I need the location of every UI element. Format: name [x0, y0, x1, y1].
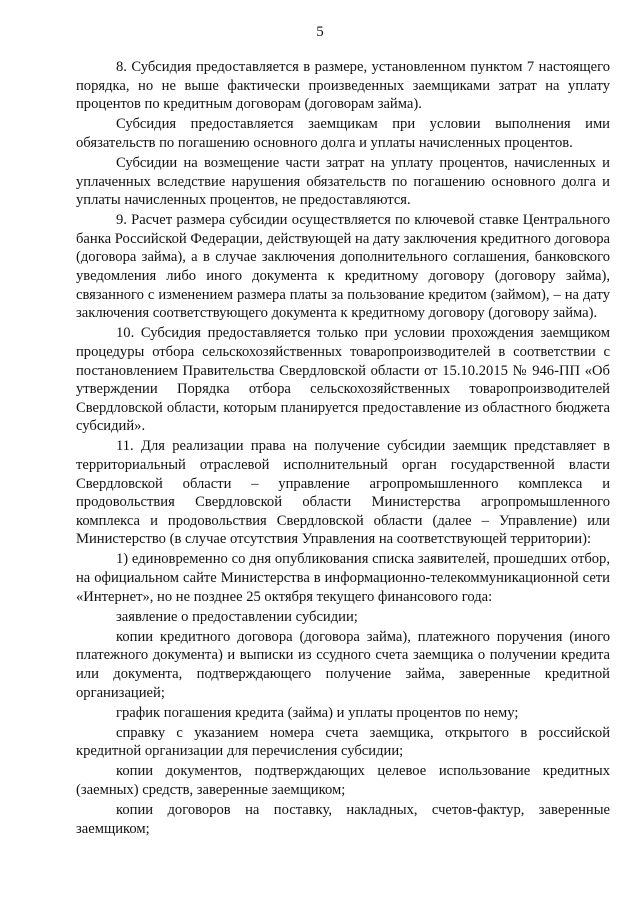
paragraph-subsidy-exclusion: Субсидии на возмещение части затрат на уплату процентов, начисленных и уплаченных вследствие нарушения обязательств по погашению основного долга и уплаты начисленных процентов, не предоставляются. [76, 154, 610, 209]
list-item-account-certificate: справку с указанием номера счета заемщика, открытого в российской кредитной организации для перечисления субсидии; [76, 724, 610, 760]
document-body [76, 58, 610, 840]
list-item-repayment-schedule: график погашения кредита (займа) и уплаты процентов по нему; [116, 704, 519, 721]
list-item-target-use-documents: копии документов, подтверждающих целевое использование кредитных (заемных) средств, заверенные заемщиком; [76, 763, 610, 799]
list-item-application: заявление о предоставлении субсидии; [116, 608, 358, 625]
list-item-credit-agreement-copies: копии кредитного договора (договора займа), платежного поручения (иного платежного документа) и выписки из ссудного счета заемщика о получении кредита или документа, подтверждающего получение займа, заверенные кредитной организацией; [76, 628, 610, 701]
paragraph-subsidy-condition: Субсидия предоставляется заемщикам при условии выполнения ими обязательств по погашению основного долга и уплаты начисленных процентов. [76, 116, 610, 151]
paragraph-11-item-1: 1) единовременно со дня опубликования списка заявителей, прошедших отбор, на официальном сайте Министерства в информационно-телекоммуникационной сети «Интернет», но не позднее 25 октября текущего финансового года: [76, 551, 610, 605]
paragraph-11: 11. Для реализации права на получение субсидии заемщик представляет в территориальный отраслевой исполнительный орган государственной власти Свердловской области – управление агропромышленного комплекса и продовольствия Свердловской области Министерства агропромышленного комплекса и продовольствия Свердловской области (далее – Управление) или Министерство (в случае отсутствия Управления на соответствующей территории): [76, 438, 610, 548]
paragraph-9: 9. Расчет размера субсидии осуществляется по ключевой ставке Центрального банка Российской Федерации, действующей на дату заключения кредитного договора (договора займа), а в случае заключения дополнительного соглашения, банковского уведомления либо иного документа к кредитному договору (договору займа), связанного с изменением размера платы за пользование кредитом (займом), – на дату заключения соответствующего документа к кредитному договору (договору займа). [76, 212, 610, 322]
list-item-supply-contracts: копии договоров на поставку, накладных, счетов-фактур, заверенные заемщиком; [76, 802, 610, 837]
paragraph-10: 10. Субсидия предоставляется только при условии прохождения заемщиком процедуры отбора сельскохозяйственных товаропроизводителей в соответствии с постановлением Правительства Свердловской области от 15.10.2015 № 946-ПП «Об утверждении Порядка отбора сельскохозяйственных товаропроизводителей Свердловской области, которым планируется предоставление из областного бюджета субсидий». [76, 325, 610, 435]
paragraph-8: 8. Субсидия предоставляется в размере, установленном пунктом 7 настоящего порядка, но не выше фактически произведенных заемщиками затрат на уплату процентов по кредитным договорам (договорам займа). [76, 59, 610, 113]
page-number: 5 [316, 24, 324, 40]
